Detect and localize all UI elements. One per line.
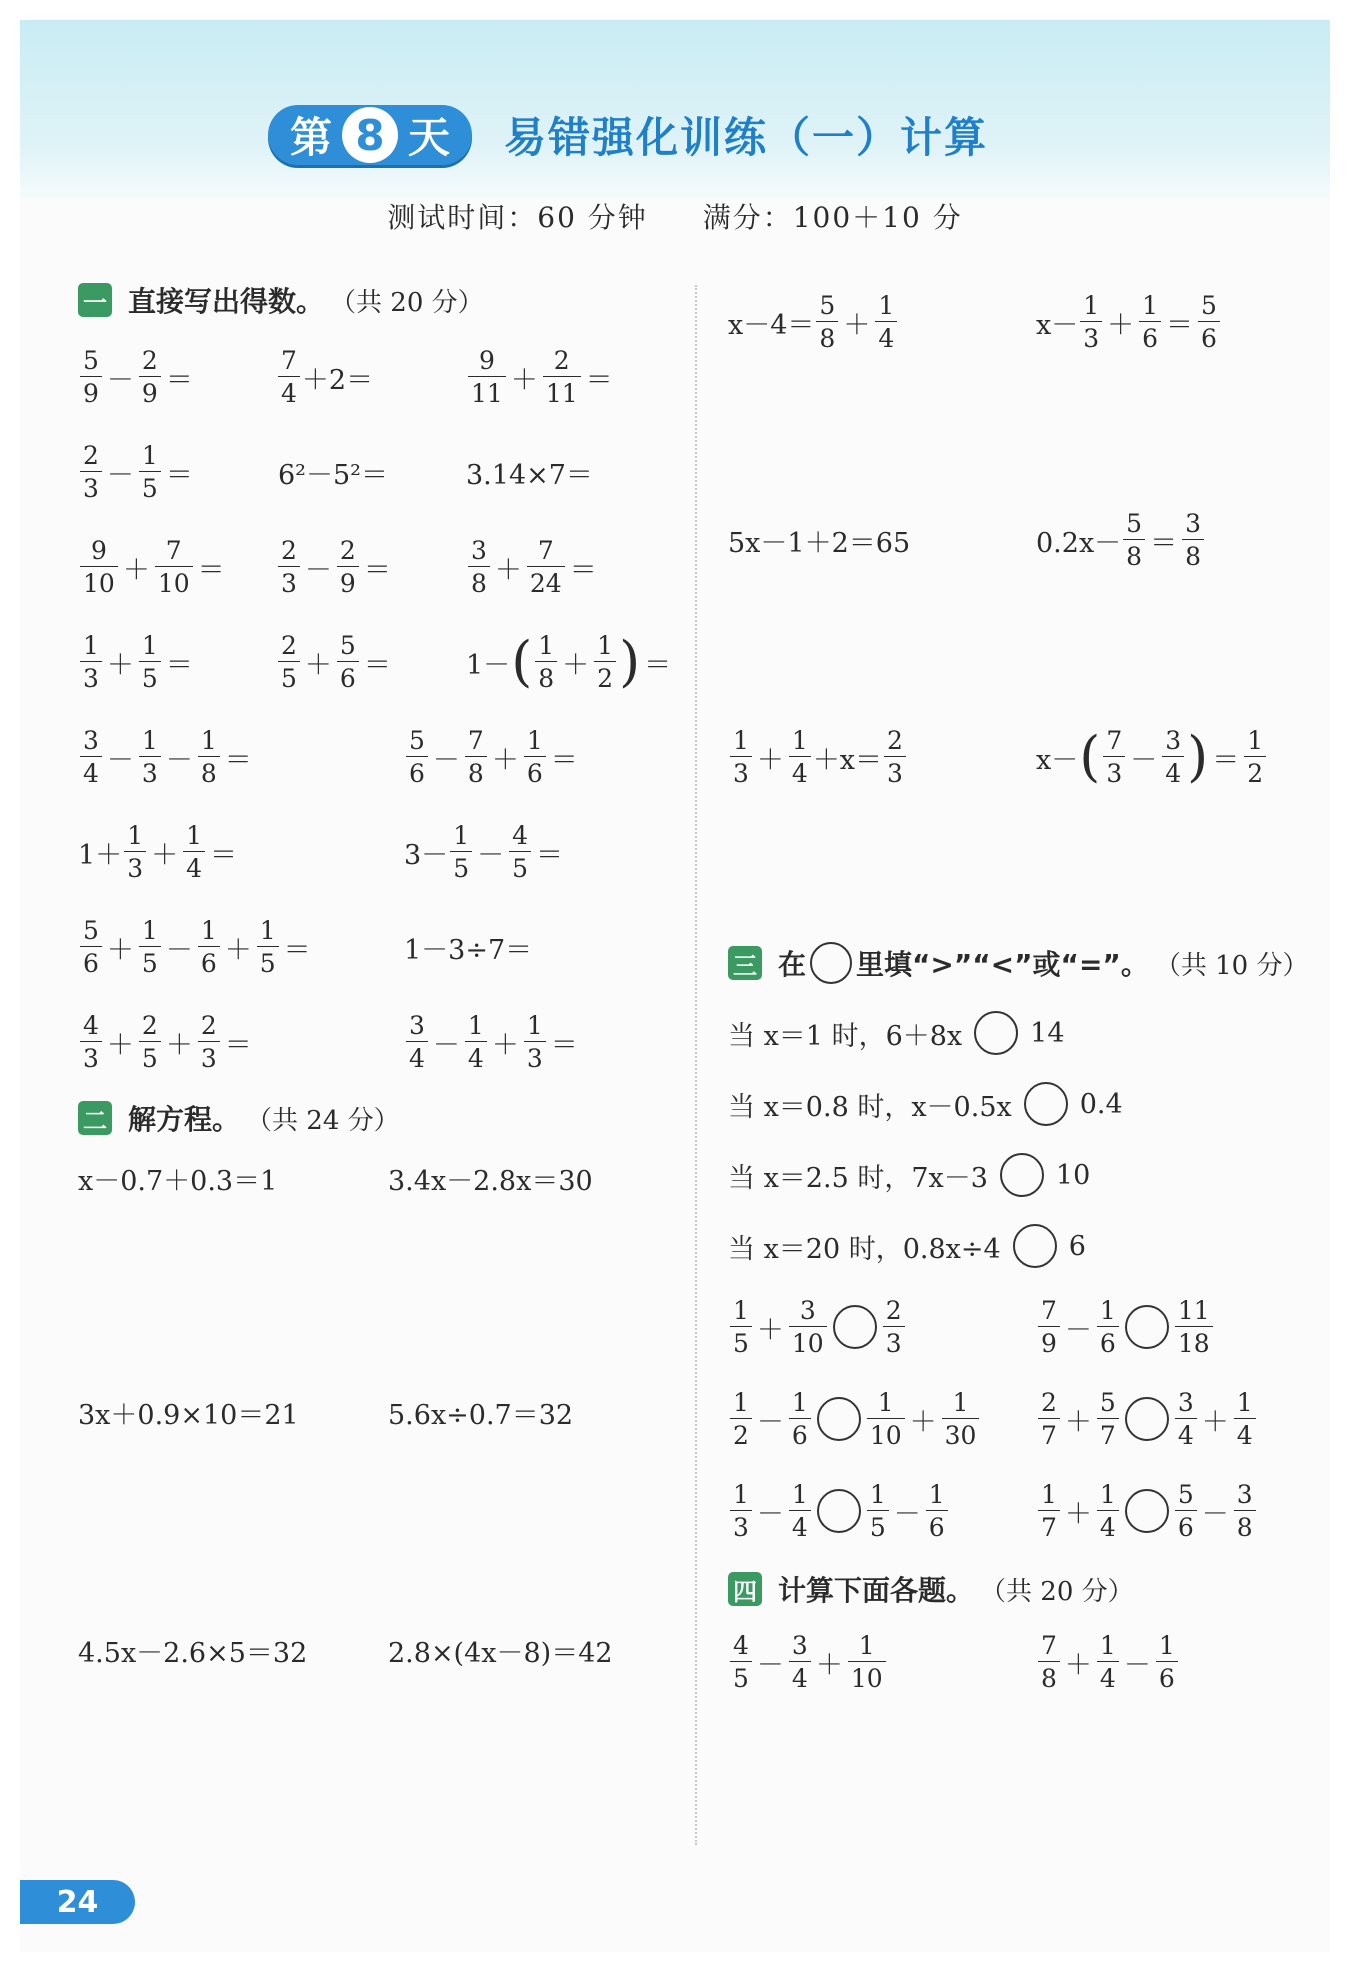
- fraction: $\frac{7}{8}$: [1038, 1633, 1060, 1691]
- fraction: $\frac{3}{4}$: [406, 1013, 428, 1071]
- fraction: $\frac{1}{4}$: [789, 1482, 811, 1540]
- day-prefix: 第: [290, 113, 333, 162]
- section-points: （共 10 分）: [1154, 950, 1309, 981]
- fraction: $\frac{7}{3}$: [1103, 728, 1125, 786]
- equation: 0.2x－ $\frac{5}{8}$ ＝ $\frac{3}{8}$: [1036, 500, 1206, 580]
- fraction: $\frac{3}{4}$: [1175, 1390, 1197, 1448]
- fraction: $\frac{4}{5}$: [730, 1633, 752, 1691]
- fraction: $\frac{2}{3}$: [884, 728, 906, 786]
- problem: $\frac{9}{11}$ ＋ $\frac{2}{11}$ ＝: [466, 337, 616, 417]
- test-info: [0, 196, 1350, 236]
- compare-blank[interactable]: [1125, 1305, 1169, 1349]
- fraction: $\frac{1}{5}$: [867, 1482, 889, 1540]
- problem: $\frac{3}{8}$ ＋ $\frac{7}{24}$ ＝: [466, 527, 600, 607]
- problem: $\frac{5}{9}$ － $\frac{2}{9}$ ＝: [78, 337, 196, 417]
- fraction: $\frac{2}{9}$: [139, 348, 161, 406]
- fraction: $\frac{1}{4}$: [1097, 1633, 1119, 1691]
- fraction: $\frac{1}{6}$: [789, 1390, 811, 1448]
- fraction: $\frac{1}{3}$: [124, 823, 146, 881]
- fraction: $\frac{2}{3}$: [278, 538, 300, 596]
- section-badge: 一: [78, 283, 112, 317]
- compare-blank[interactable]: [1024, 1082, 1068, 1126]
- equation: x－ $\frac{1}{3}$ ＋ $\frac{1}{6}$ ＝ $\frac{5}{6}$: [1036, 282, 1222, 362]
- problem: 3－ $\frac{1}{5}$ － $\frac{4}{5}$ ＝: [404, 821, 563, 883]
- section-title-a: 在: [778, 948, 807, 981]
- column-divider: [695, 285, 697, 1845]
- equation: x－ ( $\frac{7}{3}$ － $\frac{3}{4}$ ) ＝ $\frac{1}{2}$: [1036, 717, 1268, 797]
- fraction: $\frac{2}{3}$: [80, 443, 102, 501]
- compare-item: 当 x＝0.8 时，x－0.5x 0.4: [728, 1064, 1123, 1144]
- section-3-heading: [728, 942, 1308, 984]
- section-title: 解方程。: [128, 1103, 241, 1136]
- compare-blank[interactable]: [1125, 1397, 1169, 1441]
- full-score: 满分：100＋10 分: [702, 201, 963, 234]
- fraction: $\frac{1}{4}$: [465, 1013, 487, 1071]
- fraction: $\frac{1}{6}$: [1156, 1633, 1178, 1691]
- compare-item: 当 x＝2.5 时，7x－3 10: [728, 1135, 1090, 1215]
- fraction: $\frac{1}{4}$: [875, 293, 897, 351]
- compare-blank[interactable]: [1000, 1153, 1044, 1197]
- compare-blank[interactable]: [974, 1011, 1018, 1055]
- fraction: $\frac{1}{5}$: [139, 633, 161, 691]
- fraction: $\frac{2}{3}$: [883, 1298, 905, 1356]
- fraction: $\frac{4}{3}$: [80, 1013, 102, 1071]
- fraction: $\frac{1}{4}$: [1234, 1390, 1256, 1448]
- compare-item: $\frac{2}{7}$ ＋ $\frac{5}{7}$ $\frac{3}{4}$ ＋ $\frac{1}{4}$: [1036, 1379, 1258, 1459]
- problem: 6²－5²＝: [278, 459, 389, 491]
- compare-blank[interactable]: [817, 1397, 861, 1441]
- section-points: （共 20 分）: [980, 1576, 1134, 1607]
- fraction: $\frac{1}{5}$: [139, 443, 161, 501]
- problem: 1－ ( $\frac{1}{8}$ ＋ $\frac{1}{2}$ ) ＝: [466, 630, 672, 693]
- fraction: $\frac{7}{9}$: [1038, 1298, 1060, 1356]
- fraction: $\frac{9}{11}$: [468, 348, 506, 406]
- problem: $\frac{7}{4}$ ＋2＝: [276, 337, 373, 417]
- fraction: $\frac{1}{6}$: [1097, 1298, 1119, 1356]
- fraction: $\frac{1}{3}$: [1080, 293, 1102, 351]
- fraction: $\frac{7}{8}$: [465, 728, 487, 786]
- fraction: $\frac{5}{6}$: [406, 728, 428, 786]
- fraction: $\frac{1}{3}$: [730, 1482, 752, 1540]
- fraction: $\frac{1}{10}$: [867, 1390, 905, 1448]
- fraction: $\frac{1}{2}$: [594, 633, 616, 691]
- fraction: $\frac{1}{2}$: [730, 1390, 752, 1448]
- fraction: $\frac{5}{7}$: [1097, 1390, 1119, 1448]
- fraction: $\frac{1}{3}$: [139, 728, 161, 786]
- fraction: $\frac{1}{5}$: [139, 918, 161, 976]
- section-badge: 二: [78, 1101, 112, 1135]
- fraction: $\frac{1}{6}$: [524, 728, 546, 786]
- circle-icon: [810, 942, 852, 984]
- compare-item: $\frac{1}{3}$ － $\frac{1}{4}$ $\frac{1}{5}$ － $\frac{1}{6}$: [728, 1471, 950, 1551]
- fraction: $\frac{1}{6}$: [198, 918, 220, 976]
- day-number: 8: [342, 107, 398, 163]
- equation: x－0.7＋0.3＝1: [78, 1165, 278, 1197]
- problem: $\frac{3}{4}$ － $\frac{1}{3}$ － $\frac{1}{8}$ ＝: [78, 717, 255, 797]
- fraction: $\frac{2}{7}$: [1038, 1390, 1060, 1448]
- fraction: $\frac{5}{9}$: [80, 348, 102, 406]
- problem: $\frac{2}{5}$ ＋ $\frac{5}{6}$ ＝: [276, 622, 394, 702]
- compare-item: $\frac{1}{2}$ － $\frac{1}{6}$ $\frac{1}{10}$ ＋ $\frac{1}{30}$: [728, 1379, 981, 1459]
- fraction: $\frac{2}{11}$: [543, 348, 581, 406]
- equation: 3x＋0.9×10＝21: [78, 1399, 299, 1431]
- fraction: $\frac{1}{4}$: [789, 728, 811, 786]
- fraction: $\frac{1}{6}$: [1139, 293, 1161, 351]
- section-title: 直接写出得数。: [128, 285, 325, 318]
- section-2-heading: [78, 1098, 400, 1138]
- problem: $\frac{5}{6}$ － $\frac{7}{8}$ ＋ $\frac{1}{6}$ ＝: [404, 717, 581, 797]
- fraction: $\frac{11}{18}$: [1175, 1298, 1213, 1356]
- fraction: $\frac{2}{5}$: [139, 1013, 161, 1071]
- fraction: $\frac{1}{3}$: [730, 728, 752, 786]
- fraction: $\frac{3}{8}$: [1182, 511, 1204, 569]
- page-title: 易错强化训练（一）计算: [504, 113, 989, 162]
- problem: $\frac{3}{4}$ － $\frac{1}{4}$ ＋ $\frac{1}{3}$ ＝: [404, 1002, 581, 1082]
- fraction: $\frac{3}{8}$: [1234, 1482, 1256, 1540]
- page-number: 24: [20, 1880, 135, 1924]
- equation: 5.6x÷0.7＝32: [388, 1399, 574, 1431]
- compare-item: $\frac{7}{9}$ － $\frac{1}{6}$ $\frac{11}{18}$: [1036, 1287, 1215, 1367]
- fraction: $\frac{1}{4}$: [183, 823, 205, 881]
- problem: $\frac{9}{10}$ ＋ $\frac{7}{10}$ ＝: [78, 527, 228, 607]
- compare-blank[interactable]: [833, 1305, 877, 1349]
- section-4-heading: [728, 1569, 1134, 1609]
- problem: $\frac{1}{3}$ ＋ $\frac{1}{5}$ ＝: [78, 622, 196, 702]
- fraction: $\frac{1}{3}$: [524, 1013, 546, 1071]
- problem: $\frac{2}{3}$ － $\frac{1}{5}$ ＝: [78, 432, 196, 512]
- section-badge: 三: [728, 946, 762, 980]
- problem: $\frac{2}{3}$ － $\frac{2}{9}$ ＝: [276, 527, 394, 607]
- problem: $\frac{4}{3}$ ＋ $\frac{2}{5}$ ＋ $\frac{2}{3}$ ＝: [78, 1002, 255, 1082]
- fraction: $\frac{1}{4}$: [1097, 1482, 1119, 1540]
- fraction: $\frac{3}{4}$: [80, 728, 102, 786]
- fraction: $\frac{4}{5}$: [509, 823, 531, 881]
- fraction: $\frac{1}{5}$: [257, 918, 279, 976]
- fraction: $\frac{1}{5}$: [730, 1298, 752, 1356]
- fraction: $\frac{1}{3}$: [80, 633, 102, 691]
- fraction: $\frac{5}{6}$: [1175, 1482, 1197, 1540]
- equation: 3.4x－2.8x＝30: [388, 1165, 593, 1197]
- compare-item: $\frac{1}{7}$ ＋ $\frac{1}{4}$ $\frac{5}{6}$ － $\frac{3}{8}$: [1036, 1471, 1258, 1551]
- test-time: 测试时间：60 分钟: [387, 201, 648, 234]
- fraction: $\frac{1}{10}$: [848, 1633, 886, 1691]
- compare-blank[interactable]: [1013, 1224, 1057, 1268]
- section-points: （共 24 分）: [246, 1105, 400, 1136]
- fraction: $\frac{1}{8}$: [535, 633, 557, 691]
- fraction: $\frac{5}{8}$: [816, 293, 838, 351]
- fraction: $\frac{7}{4}$: [278, 348, 300, 406]
- fraction: $\frac{7}{24}$: [527, 538, 565, 596]
- fraction: $\frac{5}{8}$: [1123, 511, 1145, 569]
- compare-item: 当 x＝1 时，6＋8x 14: [728, 993, 1065, 1073]
- fraction: $\frac{1}{7}$: [1038, 1482, 1060, 1540]
- equation: x－4＝ $\frac{5}{8}$ ＋ $\frac{1}{4}$: [728, 282, 899, 362]
- fraction: $\frac{1}{30}$: [942, 1390, 980, 1448]
- page-header: [268, 103, 988, 167]
- equation: 4.5x－2.6×5＝32: [78, 1637, 308, 1669]
- fraction: $\frac{2}{5}$: [278, 633, 300, 691]
- compare-blank[interactable]: [1125, 1489, 1169, 1533]
- equation: 2.8×(4x－8)＝42: [388, 1637, 613, 1669]
- equation: 5x－1＋2＝65: [728, 527, 911, 559]
- section-points: （共 20 分）: [330, 287, 484, 318]
- problem: $\frac{5}{6}$ ＋ $\frac{1}{5}$ － $\frac{1}{6}$ ＋ $\frac{1}{5}$ ＝: [78, 907, 314, 987]
- fraction: $\frac{5}{6}$: [80, 918, 102, 976]
- fraction: $\frac{7}{10}$: [155, 538, 193, 596]
- equation: $\frac{1}{3}$ ＋ $\frac{1}{4}$ ＋x＝ $\frac{2}{3}$: [728, 717, 908, 797]
- fraction: $\frac{3}{4}$: [789, 1633, 811, 1691]
- fraction: $\frac{3}{8}$: [468, 538, 490, 596]
- fraction: $\frac{9}{10}$: [80, 538, 118, 596]
- problem: $\frac{7}{8}$ ＋ $\frac{1}{4}$ － $\frac{1}{6}$: [1036, 1622, 1180, 1702]
- section-1-heading: [78, 280, 484, 320]
- fraction: $\frac{2}{3}$: [198, 1013, 220, 1071]
- problem: $\frac{4}{5}$ － $\frac{3}{4}$ ＋ $\frac{1}{10}$: [728, 1622, 888, 1702]
- compare-item: 当 x＝20 时，0.8x÷4 6: [728, 1206, 1086, 1286]
- section-title-b: 里填“>”“<”或“=”。: [856, 948, 1149, 981]
- fraction: $\frac{1}{5}$: [450, 823, 472, 881]
- fraction: $\frac{1}{8}$: [198, 728, 220, 786]
- problem: 1－3÷7＝: [404, 934, 533, 966]
- fraction: $\frac{5}{6}$: [1198, 293, 1220, 351]
- compare-blank[interactable]: [817, 1489, 861, 1533]
- fraction: $\frac{5}{6}$: [337, 633, 359, 691]
- section-title: 计算下面各题。: [778, 1574, 975, 1607]
- fraction: $\frac{3}{10}$: [789, 1298, 827, 1356]
- section-badge: 四: [728, 1572, 762, 1606]
- fraction: $\frac{3}{4}$: [1162, 728, 1184, 786]
- fraction: $\frac{1}{2}$: [1244, 728, 1266, 786]
- day-pill: [268, 105, 472, 165]
- day-suffix: 天: [408, 113, 451, 162]
- problem: 1＋ $\frac{1}{3}$ ＋ $\frac{1}{4}$ ＝: [78, 821, 237, 883]
- compare-item: $\frac{1}{5}$ ＋ $\frac{3}{10}$ $\frac{2}{3}$: [728, 1287, 907, 1367]
- fraction: $\frac{2}{9}$: [337, 538, 359, 596]
- problem: 3.14×7＝: [466, 459, 593, 491]
- fraction: $\frac{1}{6}$: [926, 1482, 948, 1540]
